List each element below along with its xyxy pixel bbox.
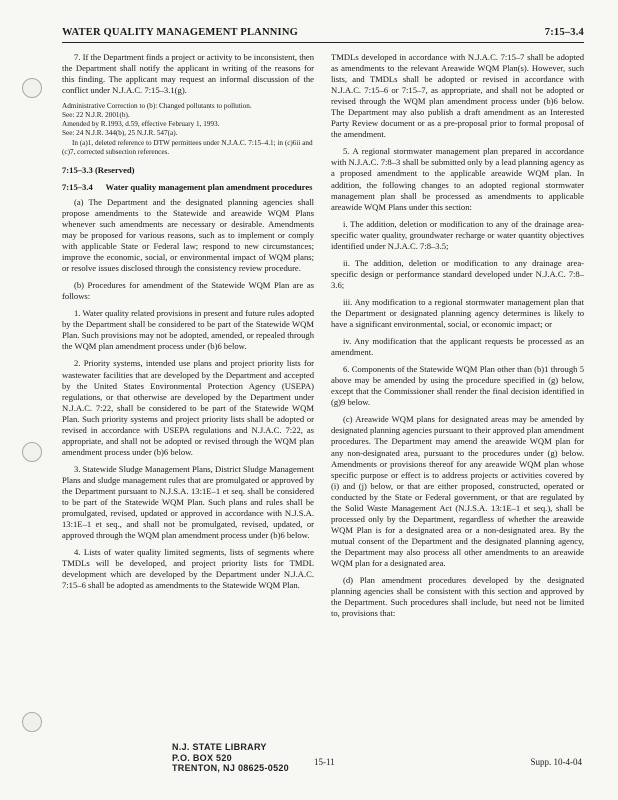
left-column [62, 52, 314, 597]
history-note: See: 24 N.J.R. 344(b), 25 N.J.R. 547(a). [62, 129, 178, 138]
header-section: 7:15–3.4 [544, 27, 584, 38]
section-number: 7:15–3.4 [62, 181, 93, 192]
library-stamp [172, 742, 289, 774]
paragraph-b3: 3. Statewide Sludge Management Plans, District Sludge Management Plans and sludge management rules that are promulgated or approved by the Department pursuant to N.J.S.A. 13:1E–1 et seq. shall be considered to be part of the Statewide WQM Plan. Such plans and rules shall be promulgated, revised, updated or approved in accordance with N.J.S.A. 13:1E–1 et seq., and shall not be promulgated, revised, updated, or approved through the WQM plan amendment process under (b)6 below. [62, 463, 314, 541]
paragraph-b4-continued: TMDLs developed in accordance with N.J.A.C. 7:15–7 shall be adopted as amendments to the relevant Areawide WQM Plan(s). However, such lists, and TMDLs shall be adopted or revised in accordance with N.J.A.C. 7:15–6 or 7:15–7, as appropriate, and shall not be adopted or revised through the WQM plan amendment process under (b)6 below. The Department may also publish a draft amendment as an Interested Party Review document or as a pre-proposal prior to formal proposal of the amendment. [331, 52, 584, 140]
section-title: Water quality management plan amendment procedures [105, 181, 313, 192]
history-note: Administrative Correction to (b): Changed pollutants to pollution. [62, 102, 252, 111]
paragraph-b5-iii: iii. Any modification to a regional stormwater management plan that the Department or designated planning agency determines is likely to have a significant environmental, social, or economic impact; or [331, 296, 584, 330]
history-notes [62, 102, 314, 157]
paragraph-b7: 7. If the Department finds a project or activity to be inconsistent, then the Department shall notify the applicant in writing of the reasons for this finding. The applicant may request an informal discussion of the conflict under N.J.A.C. 7:15–3.1(g). [62, 52, 314, 96]
paragraph-b5-iv: iv. Any modification that the applicant requests be processed as an amendment. [331, 336, 584, 358]
paragraph-b5-i: i. The addition, deletion or modification to any of the drainage area-specific water quality, groundwater recharge or water quantity objectives identified under N.J.A.C. 7:8–3.5; [331, 218, 584, 251]
stamp-line: P.O. BOX 520 [172, 752, 232, 763]
paragraph-d: (d) Plan amendment procedures developed by the designated planning agencies shall be consistent with this section and approved by the Department. Such procedures shall include, but need not be limited to, provisions that: [331, 575, 584, 619]
paragraph-b: (b) Procedures for amendment of the Statewide WQM Plan are as follows: [62, 280, 314, 302]
header-title: WATER QUALITY MANAGEMENT PLANNING [62, 27, 298, 38]
paragraph-c: (c) Areawide WQM plans for designated areas may be amended by designated planning agencies pursuant to their approved plan amendment procedures. The Department may amend the areawide WQM plan for any non-designated area, pursuant to the procedures under (g) below. Amendments or provisions thereof for any areawide WQM plan whose specific purpose or effect is to address projects or activities covered by (i) and (j) below, or that are either proposed, constructed, operated or conducted by the State or Federal government, or that are regulated by the Solid Waste Management Act (N.J.S.A. 13:1E–1 et seq.), shall be processed only by the Department, regardless of whether the areawide WQM Plan is for a designated area or a non-designated area. By the mutual consent of the Department and the designated planning agency, the Department may also process all other amendments to an areawide WQM plan for a designated area. [331, 414, 584, 568]
section-heading-3-3: 7:15–3.3 (Reserved) [62, 164, 135, 175]
punch-hole [22, 442, 42, 462]
punch-hole [22, 78, 42, 98]
history-note: Amended by R.1993, d.59, effective February 1, 1993. [62, 120, 220, 129]
right-column [331, 52, 584, 625]
running-header [62, 26, 584, 43]
section-heading-3-4 [62, 182, 314, 193]
punch-hole [22, 712, 42, 732]
paragraph-b4: 4. Lists of water quality limited segments, lists of segments where TMDLs will be developed, and project priority lists for TMDL development which are developed by the Department under N.J.A.C. 7:15–6 shall be adopted as amendments to the Statewide WQM Plan. [62, 547, 314, 591]
stamp-line: TRENTON, NJ 08625-0520 [172, 763, 289, 773]
paragraph-b2: 2. Priority systems, intended use plans and project priority lists for wastewater facilities that are developed by the Department and accepted by the United States Environmental Protection Agency (USEPA) regulations, or that otherwise are developed by the Department under N.J.A.C. 7:22, shall be considered to be part of the Statewide WQM Plan. Such priority systems and project priority lists shall be adopted or revised in accordance with USEPA regulations and N.J.A.C. 7:22, as appropriate, and shall not be adopted or revised through the WQM plan amendment process under (b)6 below. [62, 358, 314, 457]
paragraph-b1: 1. Water quality related provisions in present and future rules adopted by the Department shall be considered to be part of the Statewide WQM Plan. Such provisions may not be adopted, amended, or repealed through the WQM plan amendment process under (b)6 below. [62, 308, 314, 352]
page-number: 15-11 [314, 757, 335, 767]
history-note: See: 22 N.J.R. 2001(b). [62, 111, 130, 120]
supplement-date: Supp. 10-4-04 [530, 757, 582, 767]
paragraph-b5-ii: ii. The addition, deletion or modification to any drainage area-specific design or performance standard developed under N.J.A.C. 7:8–3.6; [331, 257, 584, 290]
paragraph-a: (a) The Department and the designated planning agencies shall propose amendments to the Statewide and areawide WQM Plans whenever such amendments are necessary or desirable. Amendments may be proposed for various reasons, such as to implement or comply with applicable State or Federal law; respond to new circumstances; improve the economic, social, or environmental impact of WQM plans; or resolve issues disclosed through the consistency review procedure. [62, 196, 314, 274]
paragraph-b6: 6. Components of the Statewide WQM Plan other than (b)1 through 5 above may be amended by using the procedure specified in (g) below, except that the Commissioner shall render the final decision identified in (g)9 below. [331, 364, 584, 408]
stamp-line: N.J. STATE LIBRARY [172, 742, 267, 752]
paragraph-b5: 5. A regional stormwater management plan prepared in accordance with N.J.A.C. 7:8–3 shall be submitted only by a lead planning agency as a proposed amendment to the applicable areawide WQM plan. In addition, the following changes to an adopted regional stormwater management plan shall be processed as amendments to applicable areawide WQM Plans under this section: [331, 146, 584, 212]
history-note: In (a)1, deleted reference to DTW permittees under N.J.A.C. 7:15–4.1; in (c)6ii and (c)7, corrected subsection references. [62, 138, 313, 156]
